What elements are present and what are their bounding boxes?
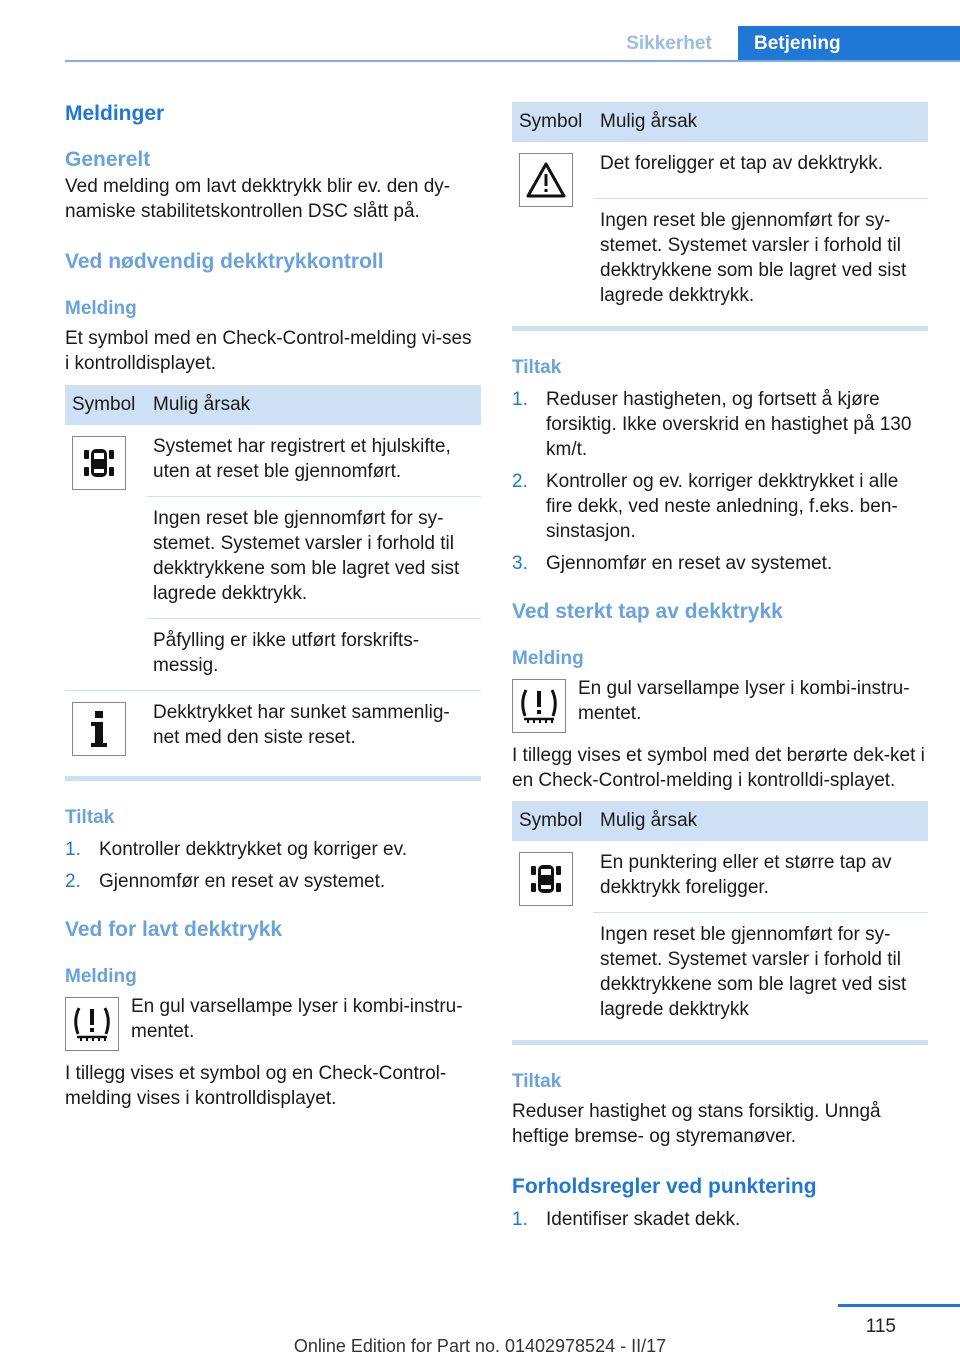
tire-pressure-car-icon	[519, 852, 573, 906]
heading-nodvendig-dekktrykkontroll: Ved nødvendig dekktrykkontroll	[65, 250, 384, 273]
col-symbol: Symbol	[519, 111, 583, 132]
table-end-bar	[512, 326, 928, 331]
list-item	[512, 469, 928, 544]
info-icon	[72, 702, 126, 756]
lavt-text: I tillegg vises et symbol og en Check-Control-melding vises i kontrolldisplayet.	[65, 1063, 447, 1109]
list-item	[512, 387, 928, 462]
warning-lamp-text: En gul varsellampe lyser i kombi-instru-mentet.	[131, 996, 463, 1042]
warning-triangle-icon	[519, 153, 573, 207]
list-item	[65, 837, 481, 862]
table-header-row	[512, 102, 928, 142]
symbol-cell	[512, 841, 593, 1034]
step-number: 1.	[512, 389, 528, 410]
table-end-bar	[65, 776, 481, 781]
list-item	[512, 1207, 928, 1232]
table-row	[512, 142, 928, 199]
cause-cell: Dekktrykket har sunket sammenlig-net med den siste reset.	[146, 691, 481, 769]
heading-melding: Melding	[512, 648, 584, 669]
heading-generelt: Generelt	[65, 148, 151, 171]
generelt-text: Ved melding om lavt dekktrykk blir ev. den dy-namiske stabilitetskontrollen DSC slått på.	[65, 176, 451, 222]
heading-tiltak: Tiltak	[512, 1071, 562, 1092]
step-number: 2.	[65, 871, 81, 892]
symbol-table-right-2	[512, 801, 928, 1034]
cause-cell: Det foreligger et tap av dekktrykk.	[593, 142, 928, 199]
tire-warning-icon	[65, 997, 119, 1051]
tire-warning-icon	[512, 679, 566, 733]
right-column	[512, 102, 928, 1239]
edition-text: Online Edition for Part no. 01402978524 - II/17	[293, 1336, 667, 1356]
heading-sterkt-tap: Ved sterkt tap av dekktrykk	[512, 600, 783, 623]
col-cause: Mulig årsak	[600, 111, 698, 132]
heading-melding: Melding	[65, 966, 137, 987]
step-number: 3.	[512, 553, 528, 574]
step-text: Kontroller og ev. korriger dekktrykket i alle fire dekk, ved neste anledning, f.eks. ben-sinstasjon.	[546, 471, 899, 542]
warning-lamp-text: En gul varsellampe lyser i kombi-instru-mentet.	[578, 678, 910, 724]
tiltak-text: Reduser hastighet og stans forsiktig. Unngå heftige bremse- og styremanøver.	[512, 1101, 881, 1147]
table-end-bar	[512, 1040, 928, 1045]
col-symbol: Symbol	[519, 810, 583, 831]
col-symbol: Symbol	[72, 394, 136, 415]
tab-sikkerhet[interactable]: Sikkerhet	[626, 33, 712, 54]
tire-pressure-car-icon	[72, 436, 126, 490]
header-divider	[65, 60, 960, 62]
page-header	[0, 0, 960, 64]
step-text: Kontroller dekktrykket og korriger ev.	[99, 839, 407, 860]
melding-text: Et symbol med en Check-Control-melding vi-ses i kontrolldisplayet.	[65, 328, 472, 374]
steps-list	[65, 837, 481, 894]
table-header-row	[65, 385, 481, 425]
table-row	[512, 841, 928, 913]
heading-tiltak: Tiltak	[512, 357, 562, 378]
cause-cell: Påfylling er ikke utført forskrifts-messig.	[146, 619, 481, 691]
heading-tiltak: Tiltak	[65, 807, 115, 828]
step-text: Identifiser skadet dekk.	[546, 1209, 741, 1230]
sterkt-text: I tillegg vises et symbol med det berørte dek-ket i en Check-Control-melding i kontrolldi-splayet.	[512, 745, 925, 791]
tab-betjening[interactable]: Betjening	[738, 26, 960, 62]
steps-list	[512, 387, 928, 576]
symbol-table-left	[65, 385, 481, 768]
heading-melding: Melding	[65, 298, 137, 319]
table-row	[65, 691, 481, 769]
col-cause: Mulig årsak	[153, 394, 251, 415]
heading-forholdsregler: Forholdsregler ved punktering	[512, 1175, 817, 1198]
warning-row	[512, 678, 928, 733]
list-item	[512, 551, 928, 576]
cause-cell: Ingen reset ble gjennomført for sy-stemet. Systemet varsler i forhold til dekktrykkene som ble lagret ved sist lagrede dekktrykk.	[146, 497, 481, 619]
step-text: Gjennomfør en reset av systemet.	[99, 871, 386, 892]
steps-list	[512, 1207, 928, 1232]
step-number: 1.	[512, 1209, 528, 1230]
section-title-meldinger: Meldinger	[65, 102, 165, 125]
cause-cell: Ingen reset ble gjennomført for sy-stemet. Systemet varsler i forhold til dekktrykkene som ble lagret ved sist lagrede dekktrykk.	[600, 210, 907, 306]
left-column	[65, 102, 481, 1111]
symbol-table-right-1	[512, 102, 928, 320]
step-text: Gjennomfør en reset av systemet.	[546, 553, 833, 574]
list-item	[65, 869, 481, 894]
cause-cell: Systemet har registrert et hjulskifte, uten at reset ble gjennomført.	[146, 425, 481, 497]
table-header-row	[512, 801, 928, 841]
step-number: 1.	[65, 839, 81, 860]
cause-cell: Ingen reset ble gjennomført for sy-stemet. Systemet varsler i forhold til dekktrykkene som ble lagret ved sist lagrede dekktrykk	[600, 924, 907, 1020]
cause-cell: En punktering eller et større tap av dekktrykk foreligger.	[593, 841, 928, 913]
symbol-cell	[65, 425, 146, 691]
table-row	[65, 425, 481, 497]
warning-row	[65, 996, 481, 1051]
symbol-cell	[512, 142, 593, 320]
symbol-cell	[65, 691, 146, 769]
step-text: Reduser hastigheten, og fortsett å kjøre forsiktig. Ikke overskrid en hastighet på 130 km/t.	[546, 389, 912, 460]
col-cause: Mulig årsak	[600, 810, 698, 831]
footer-rule	[838, 1304, 960, 1307]
step-number: 2.	[512, 471, 528, 492]
page-number: 115	[865, 1316, 896, 1337]
heading-for-lavt-dekktrykk: Ved for lavt dekktrykk	[65, 918, 283, 941]
